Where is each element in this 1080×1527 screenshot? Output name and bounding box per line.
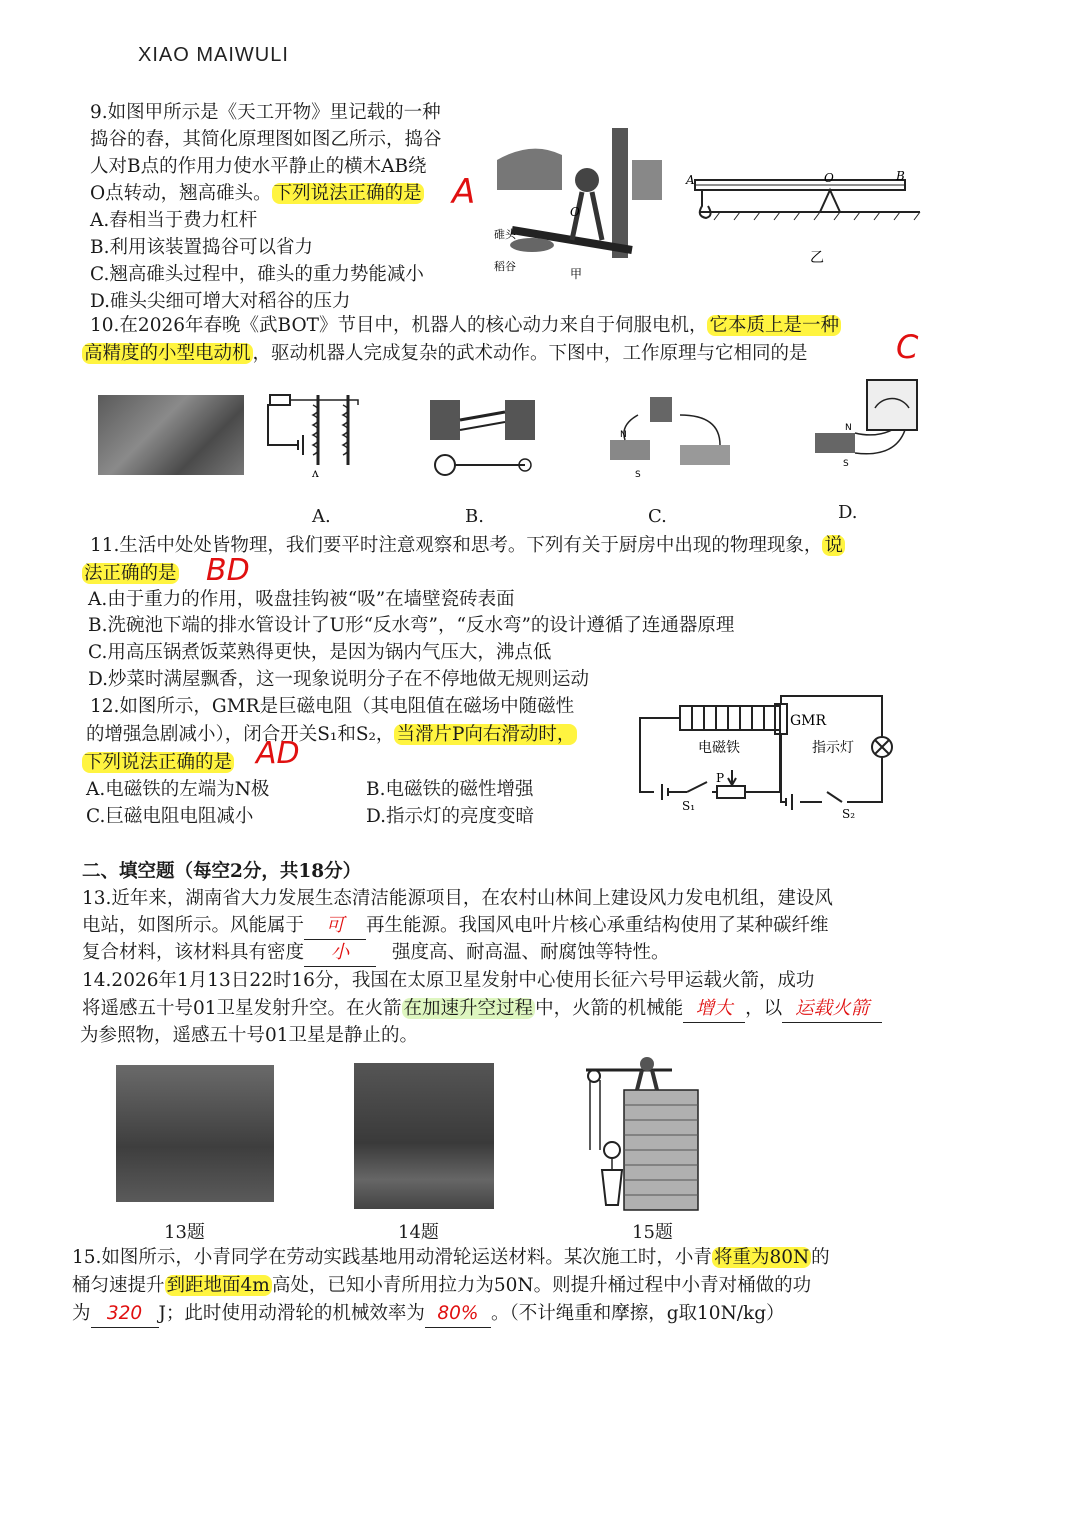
caption-14: 14题 (398, 1222, 439, 1243)
q14-rocket-launch-photo (354, 1063, 494, 1209)
svg-text:S: S (635, 470, 641, 480)
svg-text:S: S (843, 459, 849, 469)
q10-option-d-diagram (805, 378, 923, 478)
brand-watermark: XIAO MAIWULI (138, 44, 289, 66)
q10-option-label-a: A. (312, 506, 331, 527)
q11-highlight: 法正确的是 (84, 563, 177, 584)
q12-option-d: D.指示灯的亮度变暗 (366, 806, 535, 827)
q14-blank-1-answer: 增大 (695, 998, 733, 1019)
caption-13: 13题 (164, 1222, 205, 1243)
q13-text: 电站，如图所示。风能属于 (82, 915, 305, 936)
q9-option-d: D.碓头尖细可增大对稻谷的压力 (90, 291, 351, 312)
q9-option-b: B.利用该装置捣谷可以省力 (90, 237, 313, 258)
q11-line2 (82, 561, 179, 587)
q15-blank-1 (91, 1301, 159, 1328)
q9-line: 人对B点的作用力使水平静止的横木AB绕 (90, 156, 427, 177)
q13-blank-2-answer: 小 (330, 942, 350, 963)
svg-text:N: N (620, 430, 627, 440)
q13-line3 (82, 940, 670, 967)
label-o-yi: O (824, 171, 834, 185)
q10-highlight: 它本质上是一种 (709, 315, 839, 336)
q15-highlight: 将重为80N (713, 1247, 810, 1268)
label-daogu: 稻谷 (494, 260, 516, 273)
q10-option-c-diagram (590, 385, 738, 485)
q15-text: 桶匀速提升 (72, 1275, 165, 1296)
q13-blank-1-answer: 可 (325, 915, 345, 936)
q9-line-part: O点转动，翘高碓头。 (90, 183, 272, 204)
q14-blank-1 (683, 996, 745, 1023)
q15-line2 (72, 1273, 811, 1299)
section-2-heading: 二、填空题（每空2分，共18分） (82, 861, 362, 882)
q12-line3 (82, 750, 234, 776)
label-gmr: GMR (790, 713, 827, 729)
q14-line3: 为参照物，遥感五十号01卫星是静止的。 (80, 1025, 419, 1046)
q15-text: 的 (811, 1247, 830, 1268)
q15-blank-2-answer: 80% (437, 1303, 479, 1324)
q14-line2 (82, 996, 882, 1023)
q10-highlight: 高精度的小型电动机 (84, 343, 251, 364)
q10-text: 10.在2026年春晚《武BOT》节目中，机器人的核心动力来自于伺服电机， (90, 315, 708, 336)
q11-highlight: 说 (824, 535, 843, 556)
q11-answer: BD (206, 553, 250, 588)
q10-option-a-diagram (258, 385, 368, 485)
q12-option-a: A.电磁铁的左端为N极 (86, 779, 270, 800)
q11-option-d: D.炒菜时满屋飘香，这一现象说明分子在不停地做无规则运动 (88, 669, 590, 690)
q9-figure-yi (680, 168, 925, 268)
q10-text: ，驱动机器人完成复杂的武术动作。下图中，工作原理与它相同的是 (252, 343, 808, 364)
q12-highlight: 当滑片P向右滑动时， (396, 724, 576, 745)
q10-option-b-diagram (425, 390, 543, 482)
q12-text: 的增强急剧减小），闭合开关S₁和S₂， (86, 724, 395, 745)
q13-line2 (82, 913, 829, 940)
q11-option-c: C.用高压锅煮饭菜熟得更快，是因为锅内气压大，沸点低 (88, 642, 552, 663)
q13-line1: 13.近年来，湖南省大力发展生态清洁能源项目，在农村山林间上建设风力发电机组，建设风 (82, 888, 833, 909)
q15-line1 (72, 1245, 830, 1271)
label-b: B (896, 169, 905, 183)
q13-text: 复合材料，该材料具有密度 (82, 942, 305, 963)
q9-line: 捣谷的舂，其简化原理图如图乙所示，捣谷 (90, 129, 442, 150)
q11-option-a: A.由于重力的作用，吸盘挂钩被“吸”在墙壁瓷砖表面 (88, 589, 515, 610)
label-jia: 甲 (570, 267, 583, 280)
q14-blank-2 (782, 996, 882, 1023)
label-duitou: 碓头 (494, 228, 516, 241)
q10-line1 (90, 313, 841, 339)
q10-line2 (82, 341, 808, 367)
q15-text: 为 (72, 1303, 91, 1324)
q9-figure-jia (492, 120, 668, 280)
q15-highlight: 到距地面4m (166, 1275, 270, 1296)
label-o: O (570, 205, 580, 219)
q9-answer: A (452, 172, 476, 212)
q14-line1: 14.2026年1月13日22时16分，我国在太原卫星发射中心使用长征六号甲运载火箭，成功 (82, 970, 815, 991)
q12-line1: 12.如图所示，GMR是巨磁电阻（其电阻值在磁场中随磁性 (90, 696, 575, 717)
q15-blank-2 (425, 1301, 491, 1328)
label-electromagnet: 电磁铁 (698, 740, 740, 756)
q13-blank-2 (304, 940, 376, 967)
q13-text: 再生能源。我国风电叶片核心承重结构使用了某种碳纤维 (366, 915, 829, 936)
q15-text: J；此时使用动滑轮的机械效率为 (158, 1303, 425, 1324)
q9-option-a: A.舂相当于费力杠杆 (90, 210, 258, 231)
q13-wind-farm-photo (116, 1065, 274, 1202)
label-s1: S₁ (682, 799, 696, 813)
label-indicator-lamp: 指示灯 (812, 740, 854, 756)
q10-option-label-c: C. (648, 506, 667, 527)
q15-text: 15.如图所示，小青同学在劳动实践基地用动滑轮运送材料。某次施工时，小青 (72, 1247, 712, 1268)
q12-option-c: C.巨磁电阻电阻减小 (86, 806, 254, 827)
svg-text:N: N (845, 423, 852, 433)
q14-highlight: 在加速升空过程 (403, 998, 534, 1019)
q12-circuit-diagram (632, 692, 894, 824)
q14-text: 将遥感五十号01卫星发射升空。在火箭 (82, 998, 402, 1019)
q9-line: 9.如图甲所示是《天工开物》里记载的一种 (90, 102, 441, 123)
label-s2: S₂ (842, 807, 856, 821)
q12-option-b: B.电磁铁的磁性增强 (366, 779, 534, 800)
q12-answer: AD (256, 736, 300, 771)
label-p: P (716, 771, 725, 785)
q14-text: 中，火箭的机械能 (535, 998, 684, 1019)
q13-text: 强度高、耐高温、耐腐蚀等特性。 (392, 942, 670, 963)
q15-pulley-figure (582, 1050, 702, 1212)
q9-option-c: C.翘高碓头过程中，碓头的重力势能减小 (90, 264, 424, 285)
q11-option-b: B.洗碗池下端的排水管设计了U形“反水弯”，“反水弯”的设计遵循了连通器原理 (88, 615, 735, 636)
q15-blank-1-answer: 320 (106, 1303, 143, 1324)
q10-option-a-photo (98, 395, 244, 475)
caption-15: 15题 (632, 1222, 673, 1243)
label-yi: 乙 (810, 250, 824, 266)
q12-highlight: 下列说法正确的是 (84, 752, 233, 773)
q10-option-label-d: D. (838, 502, 858, 523)
q9-line (90, 181, 424, 207)
q10-answer: C (896, 328, 919, 366)
q15-line3 (72, 1301, 785, 1328)
q9-highlight: 下列说法正确的是 (273, 183, 422, 204)
q14-text: ，以 (745, 998, 783, 1019)
q14-blank-2-answer: 运载火箭 (795, 998, 870, 1019)
q13-blank-1 (304, 913, 366, 940)
label-a: A (686, 173, 695, 187)
q11-text: 11.生活中处处皆物理，我们要平时注意观察和思考。下列有关于厨房中出现的物理现象， (90, 535, 823, 556)
q11-line1 (90, 533, 845, 559)
svg-text:ᴧ: ᴧ (312, 466, 319, 480)
q15-text: 高处，已知小青所用拉力为50N。则提升桶过程中小青对桶做的功 (271, 1275, 812, 1296)
q15-text: 。（不计绳重和摩擦，g取10N/kg） (490, 1303, 785, 1324)
q10-option-label-b: B. (465, 506, 484, 527)
q12-line2 (86, 722, 577, 748)
